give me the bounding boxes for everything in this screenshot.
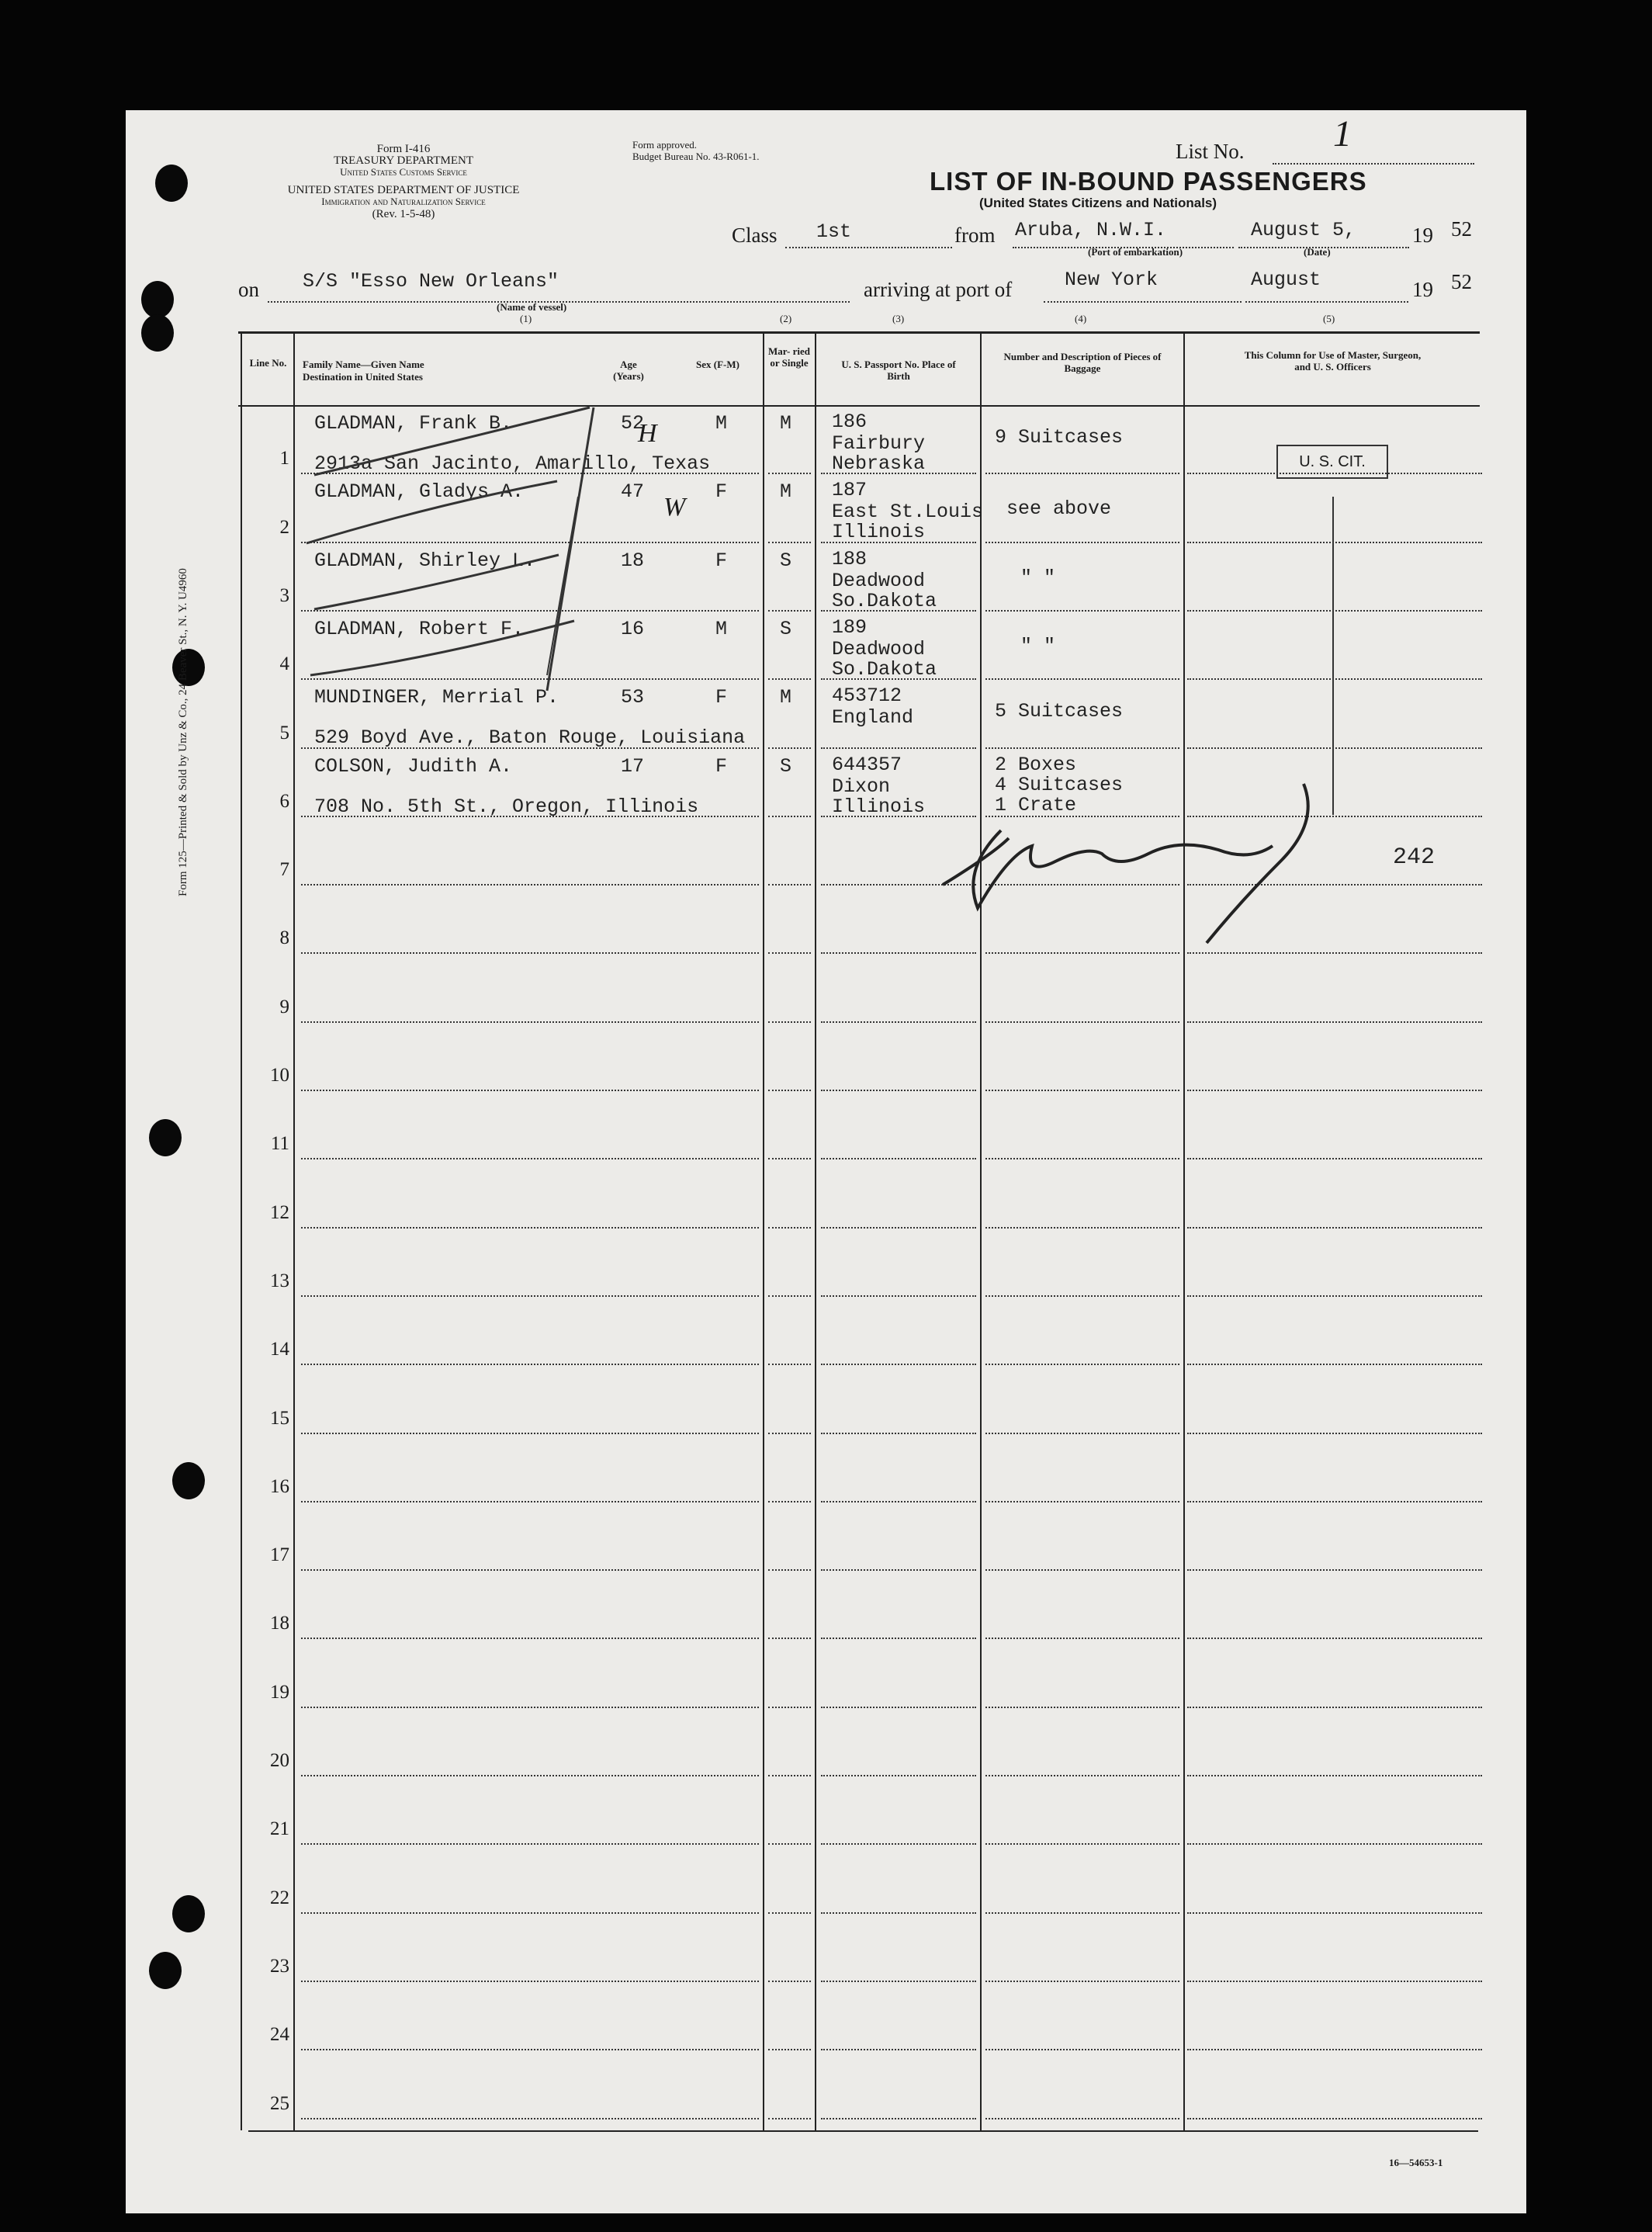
col-num-5: (5) xyxy=(1323,313,1335,324)
birthplace-line-1: East St.Louis xyxy=(832,501,984,524)
birthplace-line-2: Illinois xyxy=(832,521,926,544)
side-imprint: Form 125—Printed & Sold by Unz & Co., 24 Beaver St., N. Y. U4960 xyxy=(177,568,189,896)
passport-number: 186 xyxy=(832,411,868,433)
stamp-text: U. S. CIT. xyxy=(1299,453,1366,470)
year-prefix: 19 xyxy=(1412,224,1433,247)
line-number: 4 xyxy=(279,653,289,675)
arrival-year: 52 xyxy=(1451,270,1472,293)
line-number: 13 xyxy=(270,1270,289,1291)
line-number: 7 xyxy=(279,859,289,881)
passport-number: 453712 xyxy=(832,685,902,708)
baggage-description-3: 1 Crate xyxy=(995,793,1077,816)
passenger-marital-status: S xyxy=(780,549,792,572)
line-number: 3 xyxy=(279,584,289,606)
passenger-age: 53 xyxy=(621,686,645,709)
birthplace-line-2: So.Dakota xyxy=(832,589,937,612)
line-number: 1 xyxy=(279,448,289,470)
from-port-value: Aruba, N.W.I. xyxy=(1015,219,1167,241)
passenger-name: COLSON, Judith A. xyxy=(314,754,513,778)
passenger-name: GLADMAN, Frank B. xyxy=(314,412,513,435)
list-no-label: List No. xyxy=(1176,140,1245,163)
col-num-2: (2) xyxy=(780,313,792,324)
line-number: 16 xyxy=(270,1475,289,1497)
birthplace-line-1: Deadwood xyxy=(832,637,926,660)
passport-number: 189 xyxy=(832,615,868,639)
us-citizen-stamp xyxy=(1276,445,1388,479)
col-header-married: Mar- ried or Single xyxy=(767,345,811,369)
passport-number: 187 xyxy=(832,479,868,502)
passenger-destination: 708 No. 5th St., Oregon, Illinois xyxy=(314,795,699,818)
passport-number: 188 xyxy=(832,547,868,570)
col-num-3: (3) xyxy=(892,313,905,324)
date-caption: (Date) xyxy=(1304,246,1331,258)
vessel-value: S/S "Esso New Orleans" xyxy=(303,270,559,293)
line-number: 24 xyxy=(270,2024,289,2046)
passenger-marital-status: M xyxy=(780,412,792,435)
col-num-1: (1) xyxy=(520,313,532,324)
line-number: 5 xyxy=(279,722,289,743)
line-number: 12 xyxy=(270,1201,289,1223)
passport-number: 644357 xyxy=(832,753,902,776)
passenger-marital-status: M xyxy=(780,480,792,504)
page-title: LIST OF IN-BOUND PASSENGERS xyxy=(930,167,1367,196)
handwritten-h: H xyxy=(638,419,657,448)
port-embark-caption: (Port of embarkation) xyxy=(1088,246,1183,258)
customs-service: United States Customs Service xyxy=(340,166,467,178)
footer-code: 16—54653-1 xyxy=(1389,2157,1443,2168)
passenger-sex: F xyxy=(715,686,728,709)
birthplace-line-1: Deadwood xyxy=(832,569,926,592)
birthplace-line-1: Fairbury xyxy=(832,432,926,455)
baggage-description: 5 Suitcases xyxy=(995,700,1124,723)
line-number: 14 xyxy=(270,1339,289,1360)
passenger-marital-status: M xyxy=(780,686,792,709)
line-number: 23 xyxy=(270,1955,289,1977)
arrival-port-value: New York xyxy=(1065,269,1158,291)
passenger-age: 17 xyxy=(621,754,645,778)
form-approved: Form approved. xyxy=(632,139,698,151)
passenger-name: MUNDINGER, Merrial P. xyxy=(314,686,559,709)
line-number: 19 xyxy=(270,1681,289,1703)
arriving-label: arriving at port of xyxy=(864,278,1013,301)
line-number: 15 xyxy=(270,1407,289,1429)
count-number: 242 xyxy=(1393,844,1436,871)
passenger-destination: 529 Boyd Ave., Baton Rouge, Louisiana xyxy=(314,726,746,750)
line-number: 20 xyxy=(270,1750,289,1771)
revision: (Rev. 1-5-48) xyxy=(372,208,435,220)
col-header-family-name: Family Name—Given Name xyxy=(303,359,424,370)
passenger-marital-status: S xyxy=(780,754,792,778)
passenger-age: 52 xyxy=(621,412,645,435)
col-header-baggage: Number and Description of Pieces of Baggage xyxy=(1003,351,1162,374)
from-date-value: August 5, xyxy=(1251,219,1356,241)
arrival-year-prefix: 19 xyxy=(1412,278,1433,301)
list-no-value: 1 xyxy=(1333,113,1352,154)
treasury-department: TREASURY DEPARTMENT xyxy=(333,154,474,167)
birthplace-line-1: England xyxy=(832,706,914,730)
line-number: 21 xyxy=(270,1818,289,1840)
col-header-sex: Sex (F-M) xyxy=(696,359,739,370)
line-number: 10 xyxy=(270,1065,289,1086)
passenger-name: GLADMAN, Gladys A. xyxy=(314,480,525,504)
passenger-sex: F xyxy=(715,754,728,778)
line-number: 18 xyxy=(270,1613,289,1634)
from-year: 52 xyxy=(1451,217,1472,241)
col-header-destination: Destination in United States xyxy=(303,371,423,383)
handwritten-w: W xyxy=(663,493,686,522)
line-number: 6 xyxy=(279,790,289,812)
col-header-passport: U. S. Passport No. Place of Birth xyxy=(841,359,956,382)
baggage-description: see above xyxy=(1006,497,1112,521)
birthplace-line-1: Dixon xyxy=(832,775,891,798)
line-number: 22 xyxy=(270,1887,289,1908)
baggage-description: " " xyxy=(1020,566,1056,589)
line-number: 9 xyxy=(279,996,289,1017)
passenger-age: 16 xyxy=(621,617,645,640)
line-number: 11 xyxy=(270,1133,289,1155)
line-number: 2 xyxy=(279,516,289,538)
line-number: 25 xyxy=(270,2092,289,2114)
form-number: Form I-416 xyxy=(376,143,431,155)
col-num-4: (4) xyxy=(1075,313,1087,324)
budget-bureau: Budget Bureau No. 43-R061-1. xyxy=(632,151,760,162)
birthplace-line-2: Illinois xyxy=(832,795,926,818)
class-value: 1st xyxy=(816,220,852,243)
passenger-name: GLADMAN, Robert F. xyxy=(314,617,525,640)
class-label: Class xyxy=(732,224,778,247)
baggage-description-2: 4 Suitcases xyxy=(995,773,1124,796)
passenger-destination: 2913a San Jacinto, Amarillo, Texas xyxy=(314,452,711,475)
passenger-marital-status: S xyxy=(780,617,792,640)
from-label: from xyxy=(954,224,996,247)
immigration-service: Immigration and Naturalization Service xyxy=(321,196,486,207)
birthplace-line-2: Nebraska xyxy=(832,452,926,475)
vessel-caption: (Name of vessel) xyxy=(497,301,567,313)
passenger-sex: M xyxy=(715,617,728,640)
baggage-description: 9 Suitcases xyxy=(995,426,1124,449)
line-number: 17 xyxy=(270,1544,289,1566)
passenger-sex: F xyxy=(715,549,728,572)
col-header-age: Age (Years) xyxy=(613,359,644,382)
birthplace-line-2: So.Dakota xyxy=(832,657,937,681)
passenger-name: GLADMAN, Shirley L. xyxy=(314,549,536,572)
line-number: 8 xyxy=(279,927,289,949)
col-header-officers: This Column for Use of Master, Surgeon, and U. S. Officers xyxy=(1244,349,1422,373)
arrival-date-value: August xyxy=(1251,269,1321,291)
passenger-age: 18 xyxy=(621,549,645,572)
baggage-description: 2 Boxes xyxy=(995,753,1077,776)
baggage-description: " " xyxy=(1020,634,1056,657)
passenger-age: 47 xyxy=(621,480,645,504)
passenger-sex: F xyxy=(715,480,728,504)
passenger-sex: M xyxy=(715,412,728,435)
on-label: on xyxy=(238,278,259,301)
col-header-line-no: Line No. xyxy=(249,357,287,369)
justice-department: UNITED STATES DEPARTMENT OF JUSTICE xyxy=(287,184,520,196)
page-subtitle: (United States Citizens and Nationals) xyxy=(979,196,1217,210)
